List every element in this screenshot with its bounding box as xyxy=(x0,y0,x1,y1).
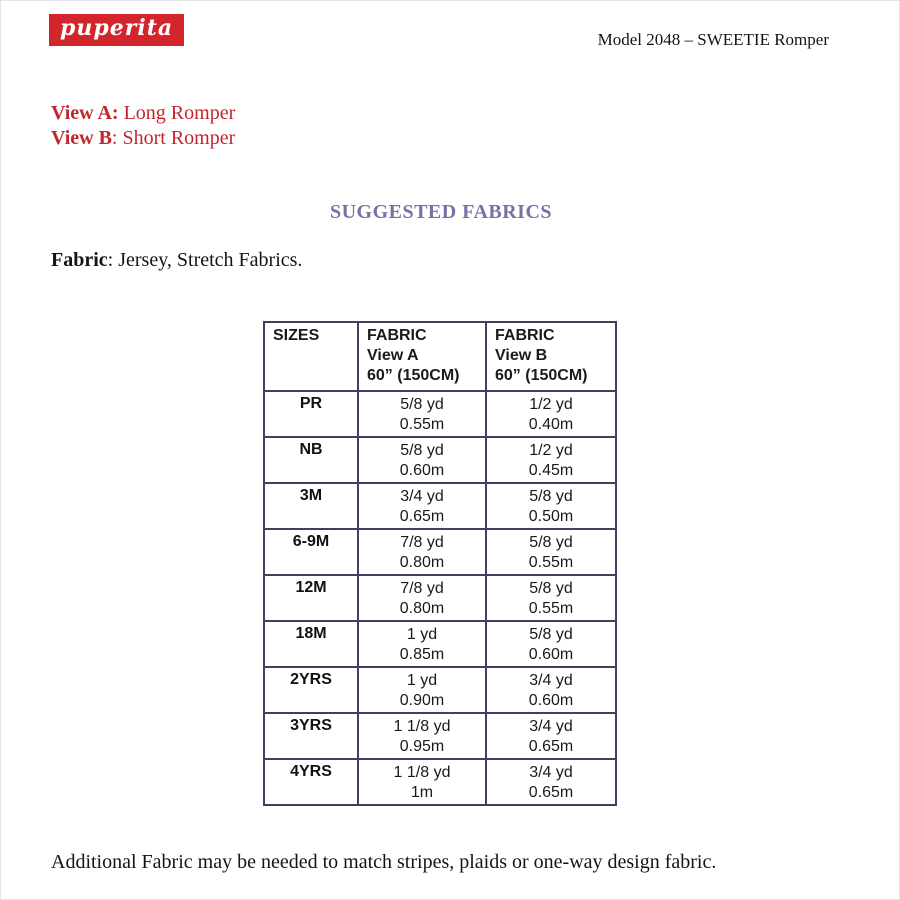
table-row xyxy=(264,391,616,437)
fabric-amount: 0.95m xyxy=(399,738,445,755)
fabric-amount: 0.60m xyxy=(528,692,574,709)
view-a-cell xyxy=(358,713,486,759)
fabric-amount: 0.55m xyxy=(528,554,574,571)
sizes-header: SIZES xyxy=(264,322,358,391)
view-a-line xyxy=(51,101,235,126)
fabric-amount: 1 yd xyxy=(406,672,438,689)
table-row xyxy=(264,575,616,621)
footer-note: Additional Fabric may be needed to match stripes, plaids or one-way design fabric. xyxy=(51,851,717,873)
fabric-amount: 0.50m xyxy=(528,508,574,525)
size-cell: 4YRS xyxy=(264,759,358,805)
view-b-header-line: View B xyxy=(495,347,548,364)
table-row xyxy=(264,667,616,713)
fabric-amount: 0.55m xyxy=(399,416,445,433)
fabric-amount: 0.60m xyxy=(399,462,445,479)
fabric-amount: 5/8 yd xyxy=(529,488,573,505)
view-b-label: View B xyxy=(51,127,112,149)
view-a-cell xyxy=(358,667,486,713)
fabric-amount: 5/8 yd xyxy=(400,442,444,459)
view-a-label: View A: xyxy=(51,102,119,124)
view-a-cell xyxy=(358,575,486,621)
size-cell: 12M xyxy=(264,575,358,621)
size-cell: 3M xyxy=(264,483,358,529)
table-row xyxy=(264,621,616,667)
fabric-amount: 0.60m xyxy=(528,646,574,663)
model-title: Model 2048 – SWEETIE Romper xyxy=(597,30,829,49)
fabric-amount: 5/8 yd xyxy=(400,396,444,413)
view-a-cell xyxy=(358,437,486,483)
view-b-cell xyxy=(486,667,616,713)
fabric-amount: 0.85m xyxy=(399,646,445,663)
fabric-amount: 0.65m xyxy=(399,508,445,525)
fabric-amount: 5/8 yd xyxy=(529,626,573,643)
size-cell: 18M xyxy=(264,621,358,667)
view-a-cell xyxy=(358,483,486,529)
view-b-cell xyxy=(486,483,616,529)
view-a-cell xyxy=(358,621,486,667)
fabric-amount: 7/8 yd xyxy=(400,534,444,551)
view-b-cell xyxy=(486,713,616,759)
fabric-amount: 3/4 yd xyxy=(529,672,573,689)
fabric-amount: 5/8 yd xyxy=(529,580,573,597)
view-b-header xyxy=(486,322,616,391)
logo-text: puperita xyxy=(60,15,174,41)
fabric-amount: 0.55m xyxy=(528,600,574,617)
fabric-amount: 0.65m xyxy=(528,784,574,801)
fabric-value: : Jersey, Stretch Fabrics. xyxy=(107,249,303,271)
fabric-amount: 1m xyxy=(410,784,434,801)
view-a-cell xyxy=(358,759,486,805)
view-b-cell xyxy=(486,621,616,667)
fabric-amount: 0.90m xyxy=(399,692,445,709)
view-a-cell xyxy=(358,391,486,437)
fabric-table-body xyxy=(264,391,616,805)
fabric-amount: 3/4 yd xyxy=(529,718,573,735)
table-row xyxy=(264,437,616,483)
view-b-cell xyxy=(486,529,616,575)
fabric-amount: 3/4 yd xyxy=(400,488,444,505)
section-title: SUGGESTED FABRICS xyxy=(329,201,553,223)
fabric-amount: 0.80m xyxy=(399,554,445,571)
view-b-line xyxy=(51,126,235,151)
table-row xyxy=(264,529,616,575)
fabric-amount: 0.65m xyxy=(528,738,574,755)
view-b-header-line: FABRIC xyxy=(495,327,555,344)
view-a-header-line: FABRIC xyxy=(367,327,427,344)
views-block xyxy=(51,101,235,151)
view-a-header xyxy=(358,322,486,391)
table-row xyxy=(264,759,616,805)
table-row xyxy=(264,483,616,529)
fabric-amount: 1 1/8 yd xyxy=(393,764,451,781)
fabric-amount: 1/2 yd xyxy=(529,442,573,459)
size-cell: 6-9M xyxy=(264,529,358,575)
table-row xyxy=(264,713,616,759)
fabric-amount: 0.40m xyxy=(528,416,574,433)
fabric-amount: 1/2 yd xyxy=(529,396,573,413)
view-b-cell xyxy=(486,391,616,437)
view-b-cell xyxy=(486,437,616,483)
view-b-header-line: 60” (150CM) xyxy=(495,367,588,384)
size-cell: PR xyxy=(264,391,358,437)
view-a-text: Long Romper xyxy=(118,102,236,124)
fabric-amount: 0.45m xyxy=(528,462,574,479)
fabric-amount: 3/4 yd xyxy=(529,764,573,781)
fabric-amount: 1 yd xyxy=(406,626,438,643)
view-b-cell xyxy=(486,575,616,621)
fabric-amount: 7/8 yd xyxy=(400,580,444,597)
fabric-amount: 0.80m xyxy=(399,600,445,617)
view-a-header-line: View A xyxy=(367,347,419,364)
fabric-table xyxy=(263,321,617,806)
fabric-amount: 1 1/8 yd xyxy=(393,718,451,735)
fabric-line xyxy=(51,249,302,272)
fabric-label: Fabric xyxy=(51,249,108,271)
size-cell: 2YRS xyxy=(264,667,358,713)
view-b-text: : Short Romper xyxy=(111,127,236,149)
view-a-cell xyxy=(358,529,486,575)
fabric-amount: 5/8 yd xyxy=(529,534,573,551)
puperita-logo xyxy=(49,14,184,46)
size-cell: 3YRS xyxy=(264,713,358,759)
size-cell: NB xyxy=(264,437,358,483)
view-a-header-line: 60” (150CM) xyxy=(367,367,460,384)
table-header-row xyxy=(264,322,616,391)
view-b-cell xyxy=(486,759,616,805)
